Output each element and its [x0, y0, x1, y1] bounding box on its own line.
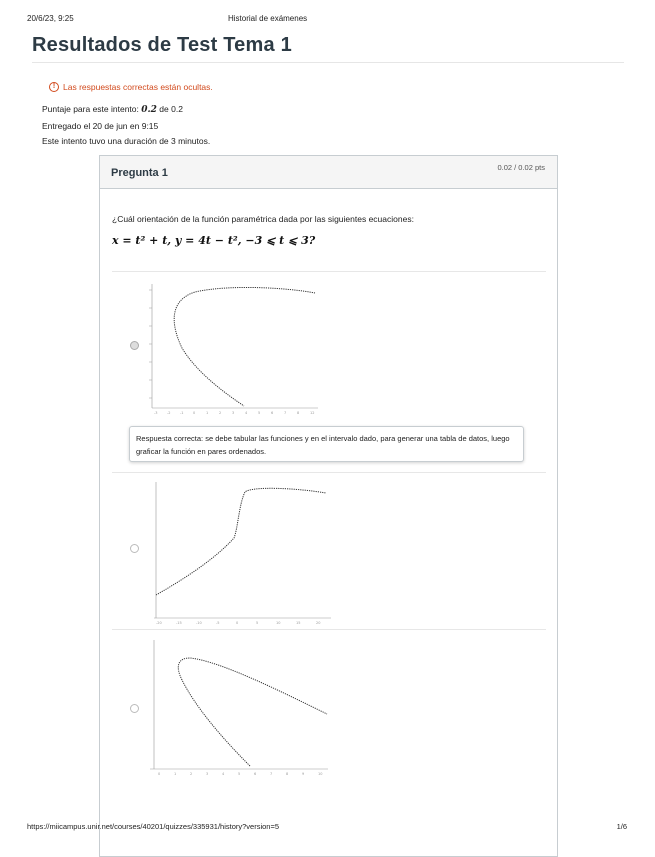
svg-text:7: 7 — [270, 772, 273, 776]
svg-text:2: 2 — [190, 772, 193, 776]
score-line — [42, 104, 183, 115]
title-divider — [32, 62, 624, 63]
score-label: Puntaje para este intento: — [42, 104, 139, 114]
submitted-line: Entregado el 20 de jun en 9:15 — [42, 121, 159, 131]
svg-text:2: 2 — [219, 411, 222, 415]
svg-text:1: 1 — [174, 772, 177, 776]
question-card — [99, 155, 558, 857]
answer-graph-1 — [140, 278, 320, 418]
svg-text:0: 0 — [236, 621, 239, 625]
svg-text:5: 5 — [258, 411, 261, 415]
question-text: ¿Cuál orientación de la función paramétrica dada por las siguientes ecuaciones: — [112, 214, 414, 224]
print-page-number: 1/6 — [616, 822, 627, 831]
svg-text:6: 6 — [254, 772, 257, 776]
svg-text:7: 7 — [284, 411, 287, 415]
svg-text:-1: -1 — [180, 411, 184, 415]
print-footer — [0, 822, 655, 834]
duration-line: Este intento tuvo una duración de 3 minutos. — [42, 136, 211, 146]
svg-text:10: 10 — [276, 621, 281, 625]
svg-text:9: 9 — [302, 772, 305, 776]
question-title: Pregunta 1 — [111, 167, 168, 179]
svg-text:20: 20 — [316, 621, 321, 625]
svg-text:4: 4 — [245, 411, 248, 415]
print-date: 20/6/23, 9:25 — [27, 14, 74, 23]
answer-radio-1[interactable] — [130, 341, 139, 350]
question-header — [100, 156, 557, 189]
question-points: 0.02 / 0.02 pts — [497, 163, 545, 172]
svg-text:3: 3 — [232, 411, 235, 415]
svg-text:3: 3 — [206, 772, 209, 776]
page-title: Resultados de Test Tema 1 — [32, 34, 292, 56]
answer-divider — [112, 472, 546, 473]
svg-text:5: 5 — [238, 772, 241, 776]
svg-text:1: 1 — [206, 411, 209, 415]
svg-text:-2: -2 — [167, 411, 171, 415]
svg-text:5: 5 — [256, 621, 259, 625]
print-url: https://miicampus.unir.net/courses/40201/quizzes/335931/history?version=5 — [27, 822, 280, 831]
svg-text:0: 0 — [158, 772, 161, 776]
score-of: de 0.2 — [159, 104, 183, 114]
question-formula: x = t² + t, y = 4t − t², −3 ⩽ t ⩽ 3? — [112, 234, 316, 247]
answer-divider — [112, 271, 546, 272]
svg-text:-15: -15 — [176, 621, 182, 625]
correct-answer-feedback: Respuesta correcta: se debe tabular las funciones y en el intervalo dado, para generar una tabla de datos, luego graficar la función en pares ordenados. — [129, 426, 524, 462]
svg-text:15: 15 — [296, 621, 301, 625]
print-doc-title: Historial de exámenes — [228, 14, 308, 23]
answer-divider — [112, 629, 546, 630]
svg-text:-5: -5 — [216, 621, 220, 625]
svg-text:-20: -20 — [156, 621, 162, 625]
score-value: 0.2 — [141, 105, 157, 115]
svg-text:-3: -3 — [154, 411, 158, 415]
warning-circle-icon: ! — [49, 82, 59, 92]
svg-text:0: 0 — [193, 411, 196, 415]
notice-text: Las respuestas correctas están ocultas. — [63, 82, 213, 92]
svg-text:8: 8 — [286, 772, 289, 776]
answer-graph-2 — [146, 478, 336, 628]
print-header — [0, 14, 655, 26]
answer-radio-3[interactable] — [130, 704, 139, 713]
svg-text:-10: -10 — [196, 621, 202, 625]
svg-text:12: 12 — [310, 411, 315, 415]
svg-text:8: 8 — [297, 411, 300, 415]
svg-text:4: 4 — [222, 772, 225, 776]
svg-text:10: 10 — [318, 772, 323, 776]
svg-text:6: 6 — [271, 411, 274, 415]
hidden-answers-notice — [49, 82, 213, 92]
answer-radio-2[interactable] — [130, 544, 139, 553]
answer-graph-3 — [140, 636, 330, 776]
